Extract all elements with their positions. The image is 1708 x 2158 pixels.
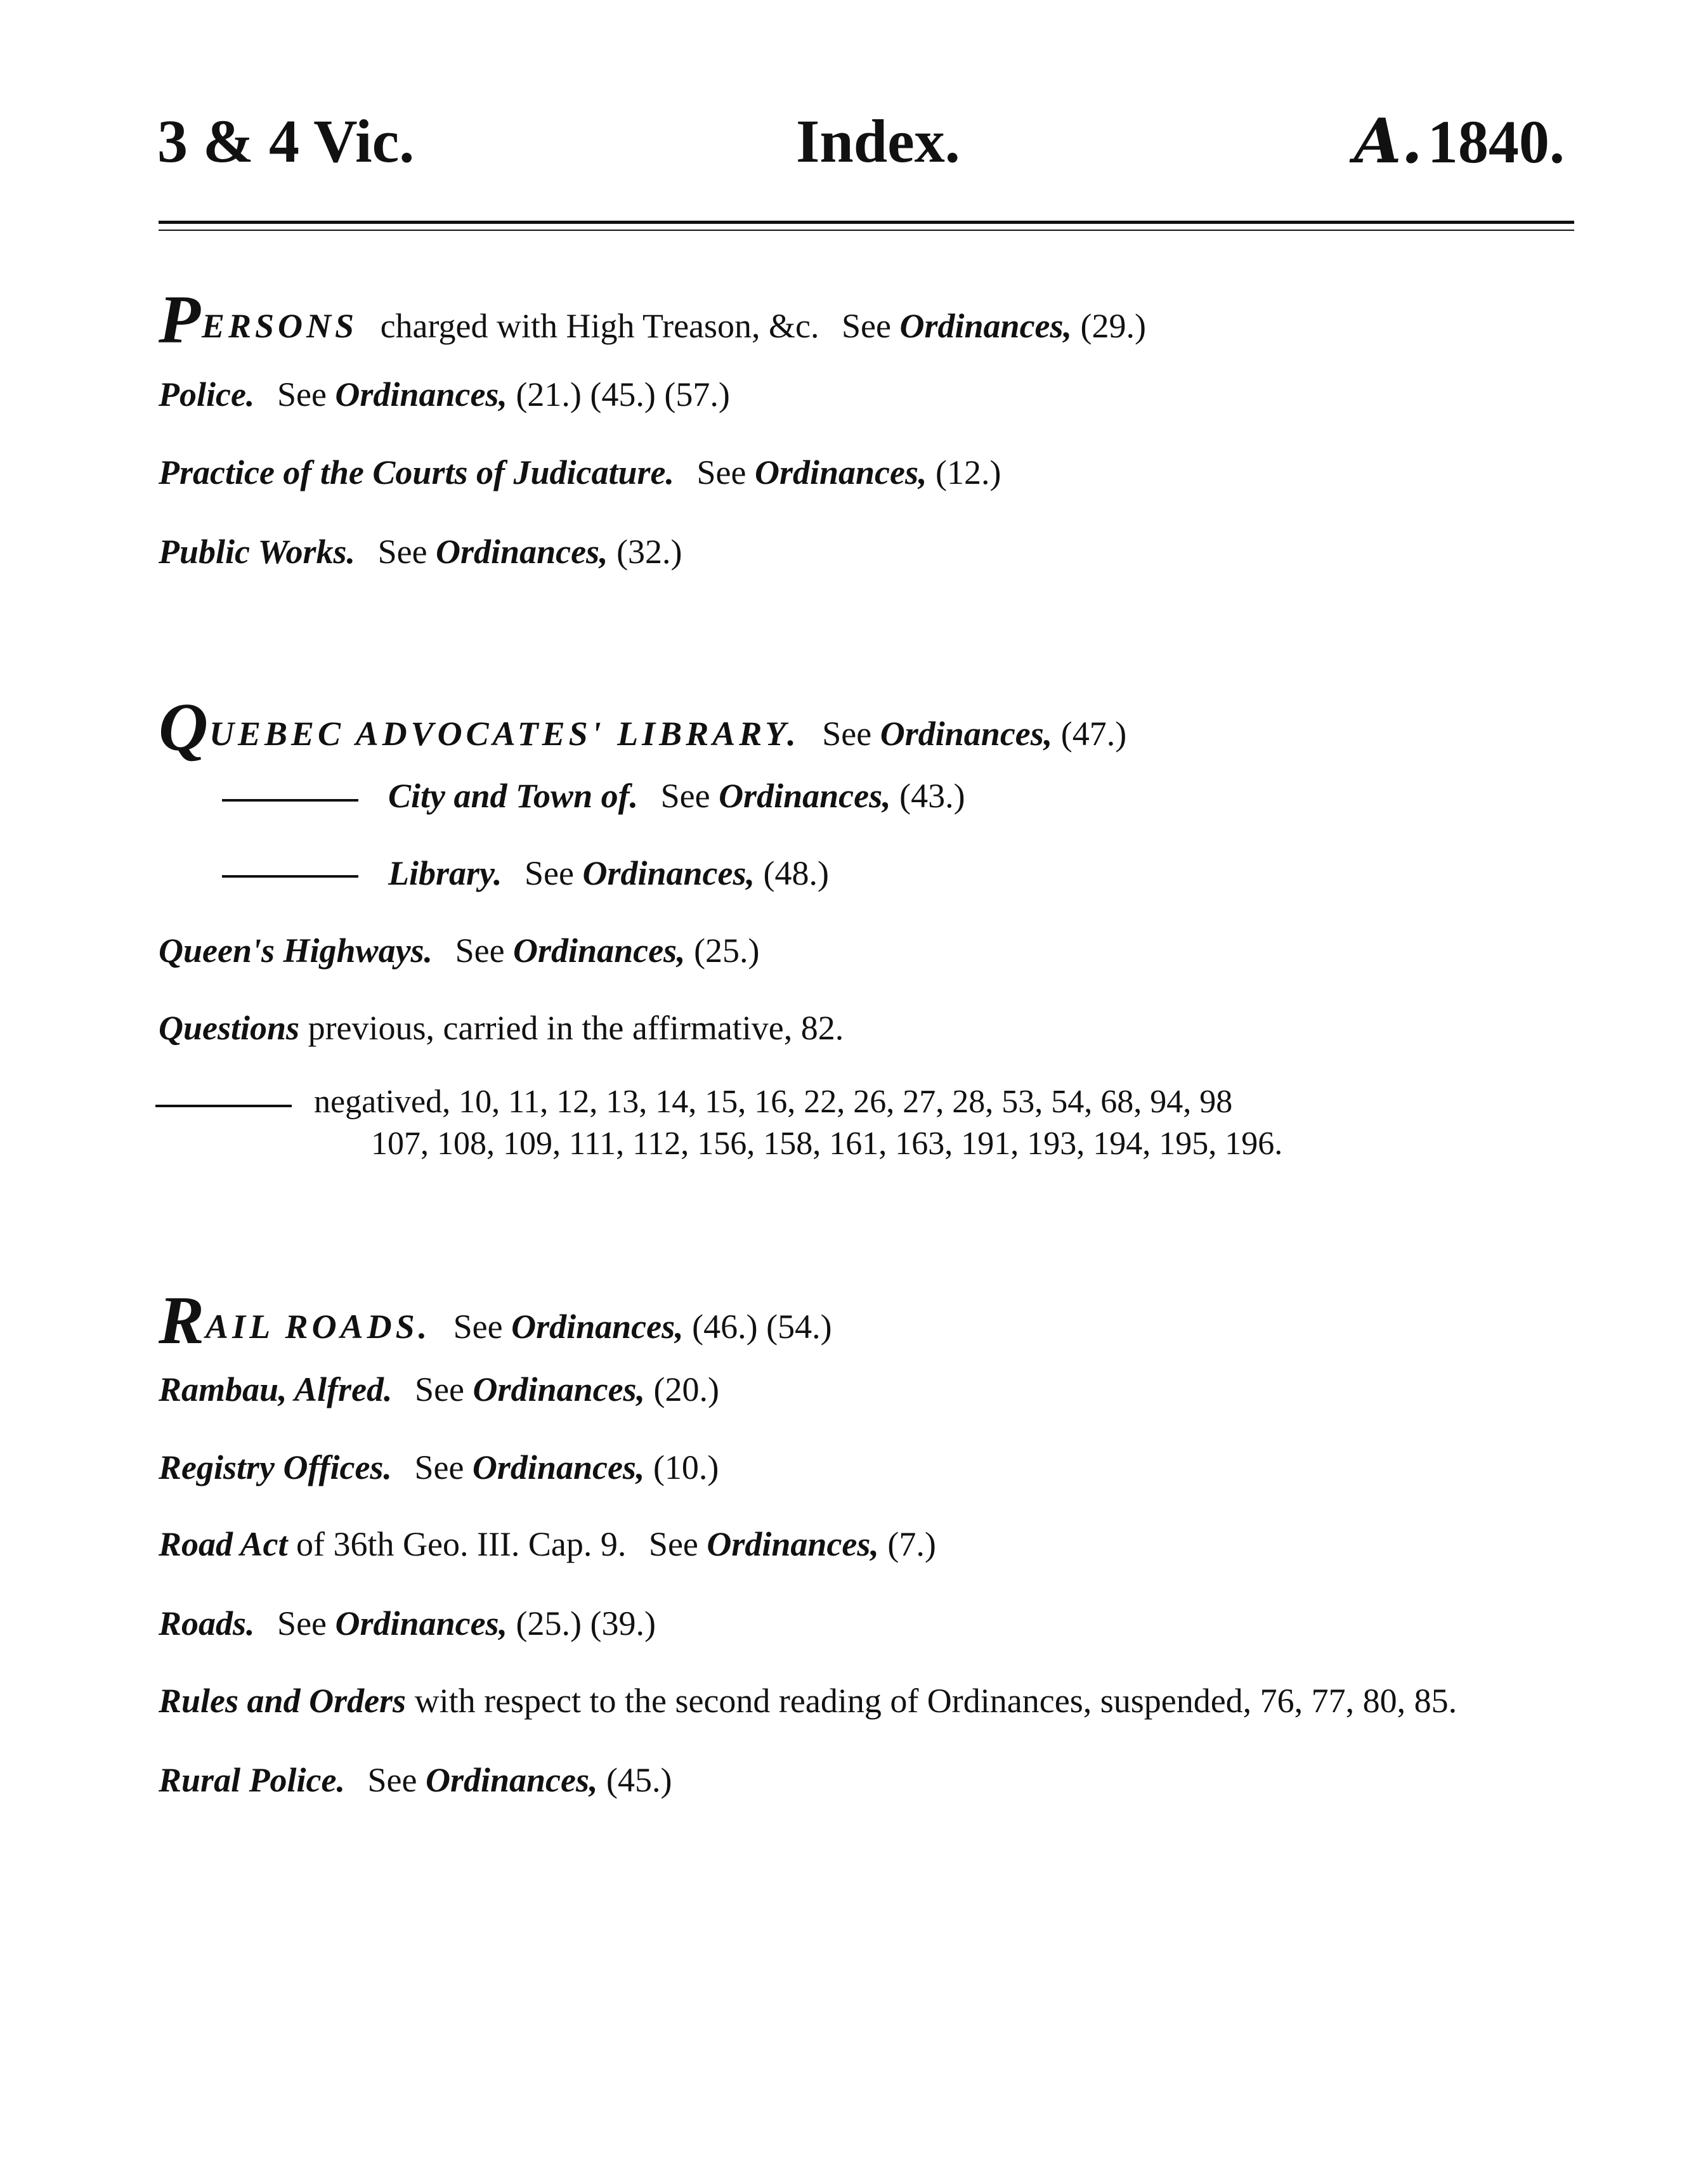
see-label: See: [660, 777, 710, 815]
entry-title: Roads.: [159, 1604, 255, 1642]
entry-title: Registry Offices.: [159, 1448, 392, 1486]
entry-rambau: [159, 1372, 719, 1407]
entry-text: of 36th Geo. III. Cap. 9.: [296, 1525, 627, 1563]
entry-title: Queen's Highways.: [159, 932, 433, 970]
entry-refs: (25.) (39.): [516, 1604, 656, 1642]
entry-public-works: [159, 535, 682, 569]
header-title: Index.: [796, 107, 960, 175]
ordinances-label: Ordinances,: [719, 777, 891, 815]
ordinances-label: Ordinances,: [880, 715, 1053, 753]
entry-registry: [159, 1450, 719, 1485]
entry-refs: (21.) (45.) (57.): [516, 375, 730, 413]
see-label: See: [524, 854, 574, 892]
ordinances-label: Ordinances,: [511, 1308, 684, 1346]
see-label: See: [277, 375, 327, 413]
header-rule-thick: [159, 221, 1574, 224]
header-volume: 3 & 4 Vic.: [157, 107, 415, 175]
see-label: See: [696, 453, 746, 491]
ordinances-label: Ordinances,: [425, 1761, 598, 1799]
entry-refs: (45.): [606, 1761, 672, 1799]
entry-title: Road Act: [159, 1525, 288, 1563]
entry-title: Rambau, Alfred.: [159, 1370, 393, 1408]
entry-title: Police.: [159, 375, 255, 413]
entry-text: with respect to the second reading of Ordinances, suspended, 76, 77, 80, 85.: [414, 1682, 1457, 1720]
entry-refs: (43.): [899, 777, 965, 815]
ordinances-label: Ordinances,: [472, 1448, 645, 1486]
see-label: See: [277, 1604, 327, 1642]
entry-city-town: [388, 779, 965, 813]
entry-refs: (10.): [653, 1448, 719, 1486]
entry-title: Practice of the Courts of Judicature.: [159, 453, 674, 491]
entry-refs: (25.): [694, 932, 760, 970]
see-label: See: [367, 1761, 417, 1799]
entry-refs: (47.): [1060, 715, 1127, 753]
ordinances-label: Ordinances,: [582, 854, 755, 892]
ordinances-label: Ordinances,: [436, 533, 608, 571]
entry-roads: [159, 1606, 656, 1641]
see-label: See: [455, 932, 505, 970]
ditto-dash: [222, 875, 358, 878]
entry-practice: [159, 455, 1001, 490]
entry-refs: (29.): [1080, 307, 1146, 345]
entry-text: previous, carried in the affirmative, 82.: [308, 1009, 844, 1047]
ordinances-label: Ordinances,: [335, 1604, 508, 1642]
ordinances-label: Ordinances,: [513, 932, 686, 970]
entry-title: Library.: [388, 854, 502, 892]
see-label: See: [822, 715, 872, 753]
ordinances-label: Ordinances,: [707, 1525, 879, 1563]
entry-road-act: [159, 1527, 936, 1561]
see-label: See: [415, 1370, 465, 1408]
entry-heading: UEBEC ADVOCATES' LIBRARY.: [209, 715, 800, 753]
header-year-block: [1354, 105, 1565, 177]
entry-initial: Q: [159, 690, 208, 765]
entry-refs: (32.): [616, 533, 682, 571]
see-label: See: [377, 533, 427, 571]
negatived-line-1: negatived, 10, 11, 12, 13, 14, 15, 16, 22, 26, 27, 28, 53, 54, 68, 94, 98: [314, 1084, 1233, 1120]
entry-questions: [159, 1011, 844, 1045]
entry-refs: (46.) (54.): [692, 1308, 832, 1346]
entry-initial: R: [159, 1283, 205, 1358]
ordinances-label: Ordinances,: [899, 307, 1072, 345]
entry-refs: (12.): [935, 453, 1001, 491]
see-label: See: [842, 307, 891, 345]
entry-heading: AIL ROADS.: [205, 1308, 431, 1346]
entry-title: Questions: [159, 1009, 300, 1047]
header-rule-thin: [159, 230, 1574, 231]
entry-title: City and Town of.: [388, 777, 639, 815]
ordinances-label: Ordinances,: [473, 1370, 646, 1408]
see-label: See: [453, 1308, 503, 1346]
entry-rules: [159, 1684, 1457, 1718]
entry-title: Rules and Orders: [159, 1682, 407, 1720]
negatived-line-2: 107, 108, 109, 111, 112, 156, 158, 161, 163, 191, 193, 194, 195, 196.: [371, 1126, 1283, 1162]
entry-police: [159, 377, 730, 412]
header-year: 1840.: [1427, 108, 1565, 176]
see-label: See: [414, 1448, 464, 1486]
header-anno-symbol: A.: [1354, 105, 1423, 177]
entry-library: [388, 856, 829, 890]
entry-quebec-library: [159, 690, 1127, 765]
entry-initial: P: [159, 282, 200, 358]
entry-rail-roads: [159, 1283, 832, 1358]
entry-refs: (7.): [887, 1525, 936, 1563]
ordinances-label: Ordinances,: [754, 453, 927, 491]
entry-refs: (20.): [653, 1370, 720, 1408]
ordinances-label: Ordinances,: [335, 375, 507, 413]
entry-rural-police: [159, 1763, 672, 1797]
entry-heading: ERSONS: [201, 307, 358, 345]
entry-title: Public Works.: [159, 533, 356, 571]
entry-text: charged with High Treason, &c.: [380, 307, 819, 345]
entry-queens-highways: [159, 933, 760, 968]
ditto-dash: [222, 799, 358, 802]
see-label: See: [648, 1525, 698, 1563]
ditto-dash: [155, 1105, 292, 1107]
entry-title: Rural Police.: [159, 1761, 345, 1799]
entry-refs: (48.): [763, 854, 829, 892]
entry-persons: [159, 282, 1146, 358]
